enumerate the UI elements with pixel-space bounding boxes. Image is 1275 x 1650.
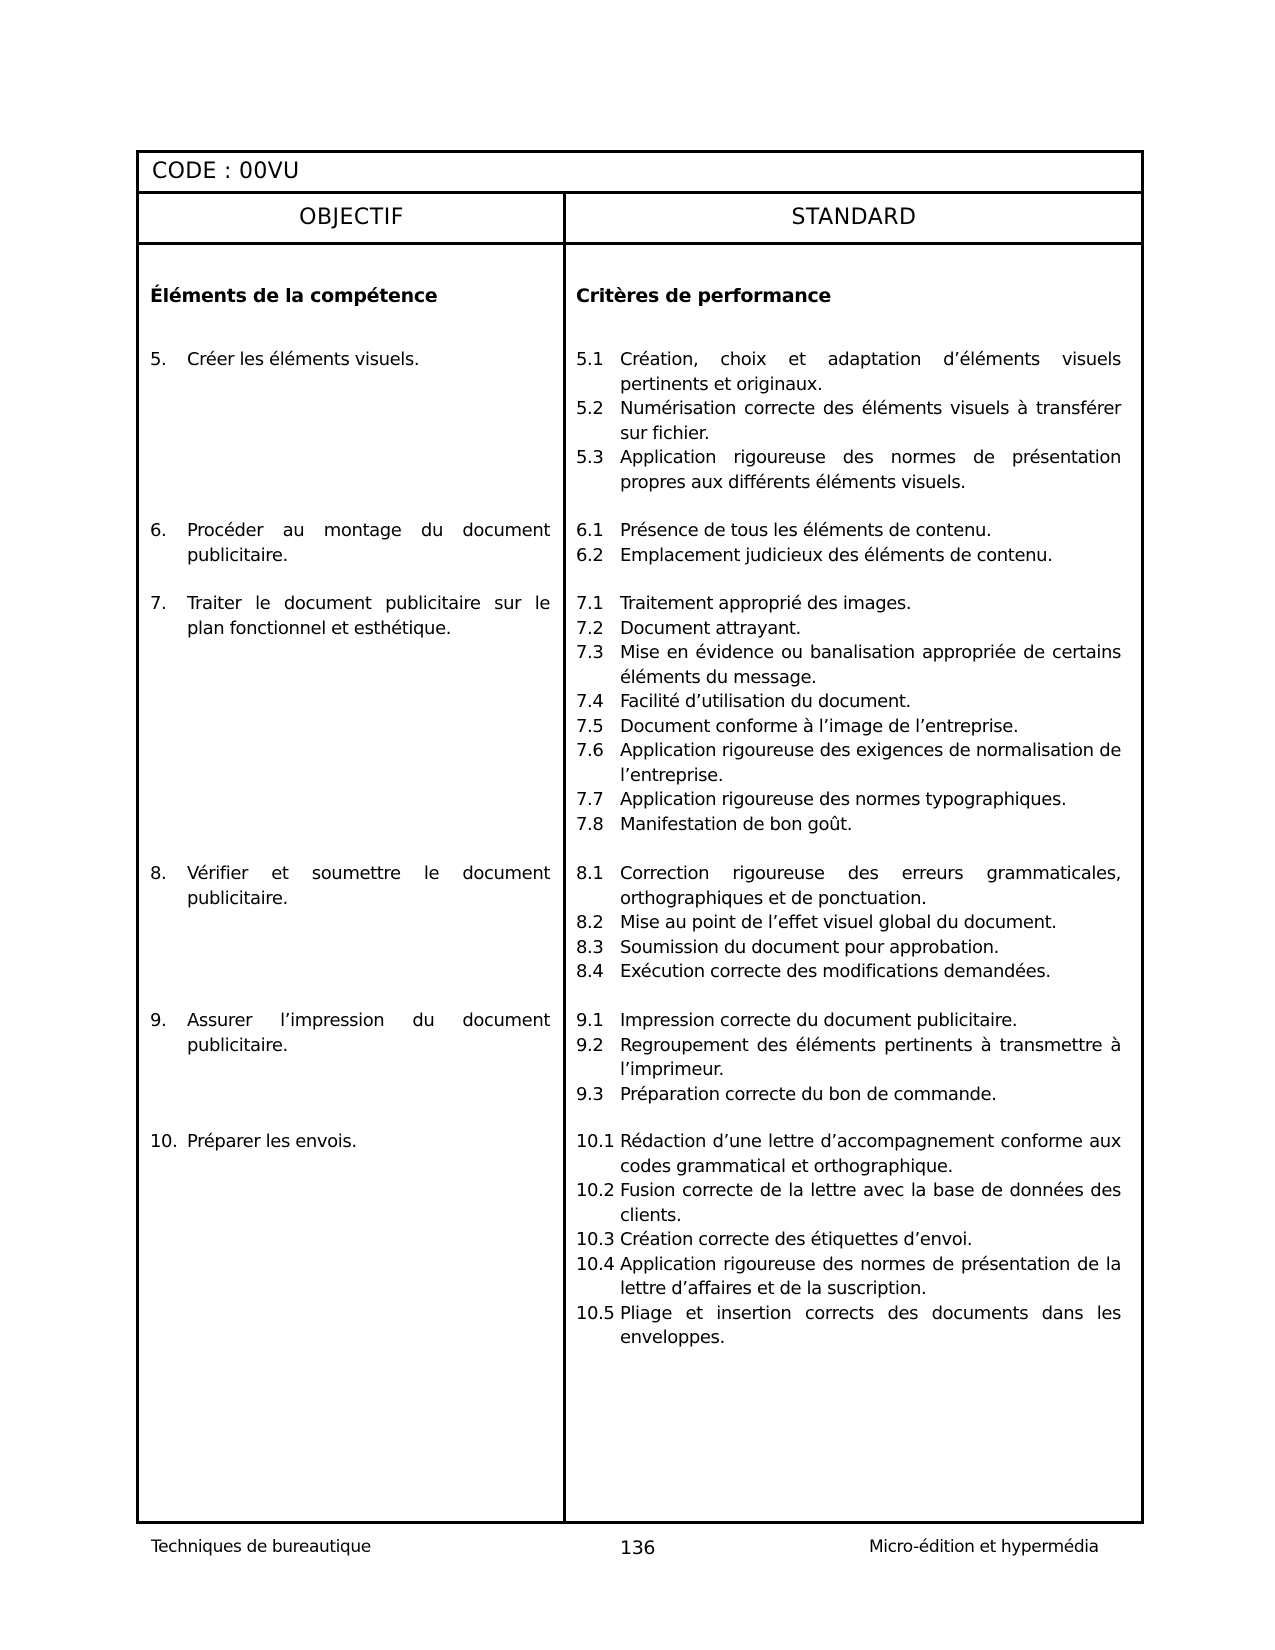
criterion-text: Application rigoureuse des exigences de normalisation de l’entreprise.: [620, 740, 1121, 786]
criterion-number: 6.1: [576, 520, 604, 541]
criterion-item: [576, 1179, 1121, 1228]
criterion-item: [576, 1130, 1121, 1179]
criterion-item: [576, 1228, 1121, 1253]
criterion-number: 7.6: [576, 740, 604, 761]
element-number: 9.: [150, 1010, 167, 1031]
criterion-number: 8.1: [576, 863, 604, 884]
criterion-number: 10.3: [576, 1229, 615, 1250]
criteria-heading: Critères de performance: [576, 285, 832, 307]
criterion-number: 5.1: [576, 349, 604, 370]
criterion-number: 10.4: [576, 1253, 615, 1275]
criterion-number: 7.7: [576, 789, 604, 810]
criterion-text: Fusion correcte de la lettre avec la base de données des clients.: [620, 1180, 1121, 1226]
criteria-group-9: [576, 1009, 1121, 1107]
criterion-text: Application rigoureuse des normes de présentation de la lettre d’affaires et de la suscription.: [620, 1253, 1121, 1299]
criterion-item: [576, 1253, 1121, 1302]
criterion-item: [576, 715, 1121, 740]
criterion-number: 8.4: [576, 961, 604, 982]
criterion-number: 10.5: [576, 1302, 615, 1324]
criterion-text: Mise au point de l’effet visuel global du document.: [620, 912, 1057, 933]
criterion-text: Présence de tous les éléments de contenu.: [620, 520, 992, 541]
code-label: CODE : 00VU: [139, 153, 1141, 194]
element-number: 7.: [150, 593, 167, 614]
column-divider: [563, 194, 566, 1521]
criterion-number: 7.1: [576, 593, 604, 614]
criterion-number: 5.2: [576, 398, 604, 419]
criterion-text: Pliage et insertion corrects des documents dans les enveloppes.: [620, 1302, 1121, 1348]
criterion-item: [576, 348, 1121, 397]
criterion-item: [576, 960, 1121, 985]
criterion-item: [576, 617, 1121, 642]
criterion-item: [576, 1034, 1121, 1083]
criteria-group-8: [576, 862, 1121, 985]
criteria-group-5: [576, 348, 1121, 495]
criterion-text: Mise en évidence ou banalisation appropriée de certains éléments du message.: [620, 642, 1121, 688]
criterion-text: Document conforme à l’image de l’entreprise.: [620, 715, 1019, 737]
criteria-group-10: [576, 1130, 1121, 1351]
element-item: [150, 862, 550, 911]
header-objectif: OBJECTIF: [299, 205, 404, 230]
element-item: [150, 592, 550, 641]
column-headers: [139, 194, 1141, 245]
criterion-text: Création, choix et adaptation d’éléments visuels pertinents et originaux.: [620, 349, 1121, 395]
criterion-number: 7.5: [576, 715, 604, 737]
element-item: [150, 1130, 550, 1155]
criterion-item: [576, 813, 1121, 838]
criterion-number: 8.3: [576, 936, 604, 958]
criterion-text: Traitement approprié des images.: [620, 593, 912, 614]
criterion-number: 6.2: [576, 544, 604, 566]
criterion-text: Création correcte des étiquettes d’envoi.: [620, 1229, 973, 1250]
criterion-text: Impression correcte du document publicitaire.: [620, 1010, 1018, 1031]
criterion-item: [576, 862, 1121, 911]
element-text: Procéder au montage du document publicitaire.: [187, 520, 550, 566]
criterion-item: [576, 519, 1121, 544]
criterion-item: [576, 739, 1121, 788]
criterion-item: [576, 911, 1121, 936]
criterion-number: 10.1: [576, 1131, 615, 1152]
criterion-number: 7.4: [576, 691, 604, 712]
criterion-number: 7.2: [576, 617, 604, 639]
elements-heading: Éléments de la compétence: [150, 285, 438, 307]
criterion-number: 8.2: [576, 912, 604, 933]
standard-column: [576, 245, 1121, 1521]
criterion-text: Numérisation correcte des éléments visuels à transférer sur fichier.: [620, 398, 1121, 444]
criterion-text: Facilité d’utilisation du document.: [620, 691, 911, 712]
element-item: [150, 519, 550, 568]
criterion-item: [576, 1302, 1121, 1351]
criterion-text: Regroupement des éléments pertinents à transmettre à l’imprimeur.: [620, 1034, 1121, 1080]
element-number: 6.: [150, 520, 167, 541]
element-item: [150, 348, 550, 373]
criterion-item: [576, 1009, 1121, 1034]
criterion-text: Application rigoureuse des normes de présentation propres aux différents éléments visuels.: [620, 447, 1121, 493]
criterion-text: Document attrayant.: [620, 617, 801, 639]
element-text: Créer les éléments visuels.: [187, 349, 420, 370]
element-text: Traiter le document publicitaire sur le plan fonctionnel et esthétique.: [187, 593, 550, 639]
criterion-item: [576, 690, 1121, 715]
criterion-number: 9.3: [576, 1083, 604, 1105]
criterion-text: Correction rigoureuse des erreurs grammaticales, orthographiques et de ponctuation.: [620, 863, 1121, 909]
criterion-text: Exécution correcte des modifications demandées.: [620, 961, 1051, 982]
criterion-number: 9.1: [576, 1010, 604, 1031]
criterion-number: 7.3: [576, 642, 604, 663]
criterion-number: 7.8: [576, 813, 604, 835]
objectif-column: [150, 245, 550, 1521]
element-text: Assurer l’impression du document publicitaire.: [187, 1010, 550, 1056]
criterion-number: 9.2: [576, 1034, 604, 1056]
criterion-item: [576, 641, 1121, 690]
criterion-text: Soumission du document pour approbation.: [620, 936, 999, 958]
criterion-text: Préparation correcte du bon de commande.: [620, 1083, 997, 1105]
criterion-item: [576, 1083, 1121, 1108]
element-number: 8.: [150, 863, 167, 884]
criterion-item: [576, 936, 1121, 961]
criterion-number: 5.3: [576, 447, 604, 468]
criterion-text: Application rigoureuse des normes typographiques.: [620, 789, 1067, 810]
criterion-item: [576, 397, 1121, 446]
criterion-item: [576, 788, 1121, 813]
criterion-text: Emplacement judicieux des éléments de contenu.: [620, 544, 1053, 566]
element-item: [150, 1009, 550, 1058]
criterion-number: 10.2: [576, 1180, 615, 1201]
criterion-item: [576, 544, 1121, 569]
criteria-group-6: [576, 519, 1121, 568]
footer-specialization: Micro-édition et hypermédia: [869, 1537, 1099, 1557]
criterion-text: Manifestation de bon goût.: [620, 813, 853, 835]
header-standard: STANDARD: [791, 205, 917, 230]
footer-program: Techniques de bureautique: [151, 1537, 371, 1557]
criterion-text: Rédaction d’une lettre d’accompagnement conforme aux codes grammatical et orthographique.: [620, 1131, 1121, 1177]
criterion-item: [576, 446, 1121, 495]
criteria-group-7: [576, 592, 1121, 837]
criterion-item: [576, 592, 1121, 617]
element-text: Vérifier et soumettre le document publicitaire.: [187, 863, 550, 909]
element-number: 10.: [150, 1131, 178, 1152]
competency-table: [136, 150, 1144, 1524]
element-number: 5.: [150, 349, 167, 370]
page-number: 136: [620, 1537, 656, 1559]
element-text: Préparer les envois.: [187, 1131, 357, 1152]
